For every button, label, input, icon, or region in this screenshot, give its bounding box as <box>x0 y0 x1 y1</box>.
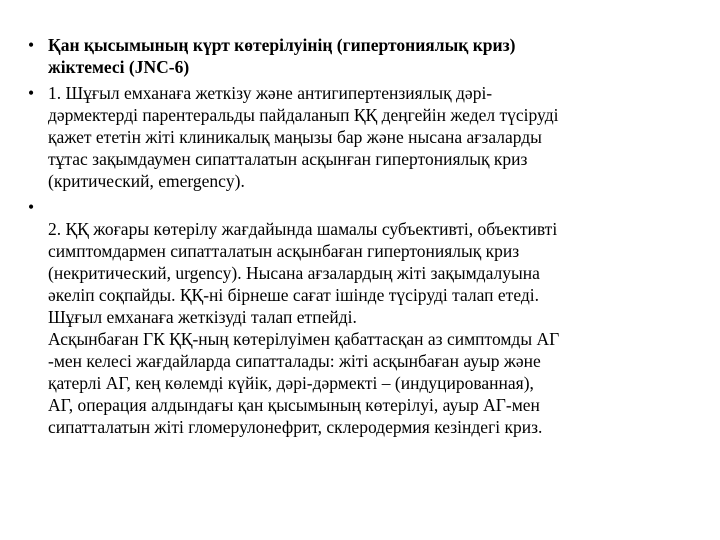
bullet-item-uncomplicated-crisis <box>28 196 700 438</box>
text-line: (критический, emergency). <box>48 171 245 191</box>
bullet-icon: • <box>28 197 35 217</box>
text-line: Асқынбаған ГК ҚҚ-ның көтерілуімен қабаттасқан аз симптомды АГ <box>48 329 560 349</box>
text-line: симптомдармен сипатталатын асқынбаған гипертониялық криз <box>48 241 520 261</box>
text-line: қатерлі АГ, кең көлемді күйік, дәрі-дәрмекті – (индуцированная), <box>48 373 534 393</box>
bullet-list <box>28 34 700 442</box>
text-line: қажет ететін жіті клиникалық маңызы бар және нысана ағзаларды <box>48 127 542 147</box>
title-line-1: Қан қысымының күрт көтерілуінің (гипертониялық криз) <box>48 35 516 55</box>
text-line: 2. ҚҚ жоғары көтерілу жағдайында шамалы субъективті, объективті <box>48 219 558 239</box>
empty-line <box>48 196 700 218</box>
uncomplicated-paragraph-1 <box>48 218 700 328</box>
text-line: Шұғыл емханаға жеткізуді талап етпейді. <box>48 307 357 327</box>
text-line: дәрмектерді парентеральды пайдаланып ҚҚ деңгейін жедел түсіруді <box>48 105 559 125</box>
text-line: (некритический, urgency). Нысана ағзалардың жіті зақымдалуына <box>48 263 540 283</box>
text-line: әкеліп соқпайды. ҚҚ-ні бірнеше сағат ішінде түсіруді талап етеді. <box>48 285 539 305</box>
text-line: АГ, операция алдындағы қан қысымының көтерілуі, ауыр АГ-мен <box>48 395 540 415</box>
title-line-2: жіктемесі (JNC-6) <box>48 57 190 77</box>
bullet-item-complicated-crisis <box>28 82 700 192</box>
text-line: тұтас зақымдаумен сипатталатын асқынған гипертониялық криз <box>48 149 528 169</box>
text-line: 1. Шұғыл емханаға жеткізу және антигипертензиялық дәрі- <box>48 83 493 103</box>
uncomplicated-paragraph-2 <box>48 328 700 438</box>
text-line: сипатталатын жіті гломерулонефрит, склеродермия кезіндегі криз. <box>48 417 543 437</box>
bullet-icon: • <box>28 35 35 55</box>
bullet-item-classification-title <box>28 34 700 78</box>
bullet-icon: • <box>28 83 35 103</box>
text-line: -мен келесі жағдайларда сипатталады: жіті асқынбаған ауыр және <box>48 351 541 371</box>
